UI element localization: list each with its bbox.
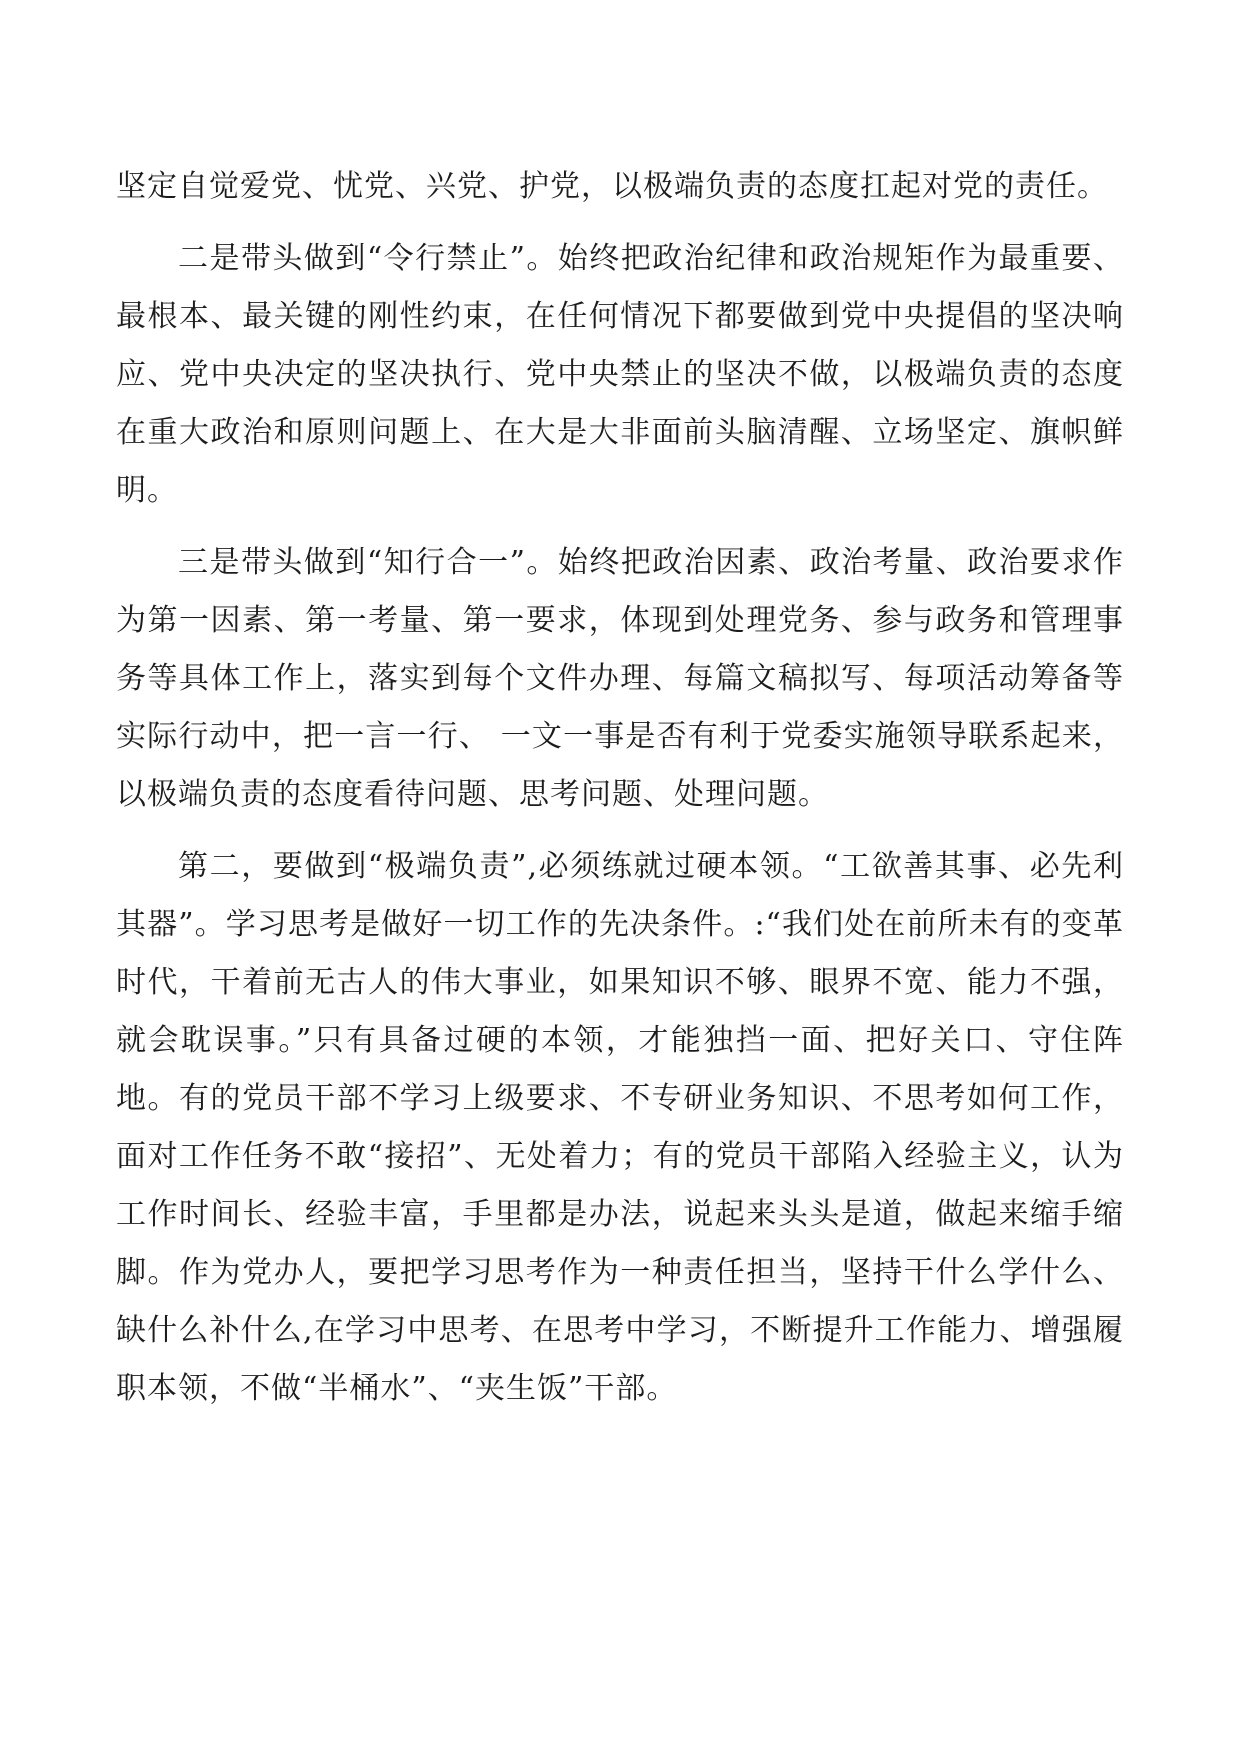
- paragraph-second-point: 第二，要做到“极端负责”,必须练就过硬本领。“工欲善其事、必先利其器”。学习思考是做好一切工作的先决条件。:“我们处在前所未有的变革时代，干着前无古人的伟大事业，如果知识不够、眼界不宽、能力不强，就会耽误事。”只有具备过硬的本领，才能独挡一面、把好关口、守住阵地。有的党员干部不学习上级要求、不专研业务知识、不思考如何工作，面对工作任务不敢“接招”、无处着力；有的党员干部陷入经验主义，认为工作时间长、经验丰富，手里都是办法，说起来头头是道，做起来缩手缩脚。作为党办人，要把学习思考作为一种责任担当，坚持干什么学什么、缺什么补什么,在学习中思考、在思考中学习，不断提升工作能力、增强履职本领，不做“半桶水”、“夹生饭”干部。: [116, 849, 1124, 1406]
- paragraph-continuation: 坚定自觉爱党、忧党、兴党、护党，以极端负责的态度扛起对党的责任。: [116, 169, 1108, 204]
- document-body: [116, 158, 1124, 1418]
- paragraph-ling-xing-jin-zhi: 二是带头做到“令行禁止”。始终把政治纪律和政治规矩作为最重要、最根本、最关键的刚性约束，在任何情况下都要做到党中央提倡的坚决响应、党中央决定的坚决执行、党中央禁止的坚决不做，以极端负责的态度在重大政治和原则问题上、在大是大非面前头脑清醒、立场坚定、旗帜鲜明。: [116, 241, 1124, 508]
- paragraph-zhi-xing-he-yi: 三是带头做到“知行合一”。始终把政治因素、政治考量、政治要求作为第一因素、第一考量、第一要求，体现到处理党务、参与政务和管理事务等具体工作上，落实到每个文件办理、每篇文稿拟写、每项活动筹备等实际行动中，把一言一行、 一文一事是否有利于党委实施领导联系起来，以极端负责的态度看待问题、思考问题、处理问题。: [116, 545, 1124, 812]
